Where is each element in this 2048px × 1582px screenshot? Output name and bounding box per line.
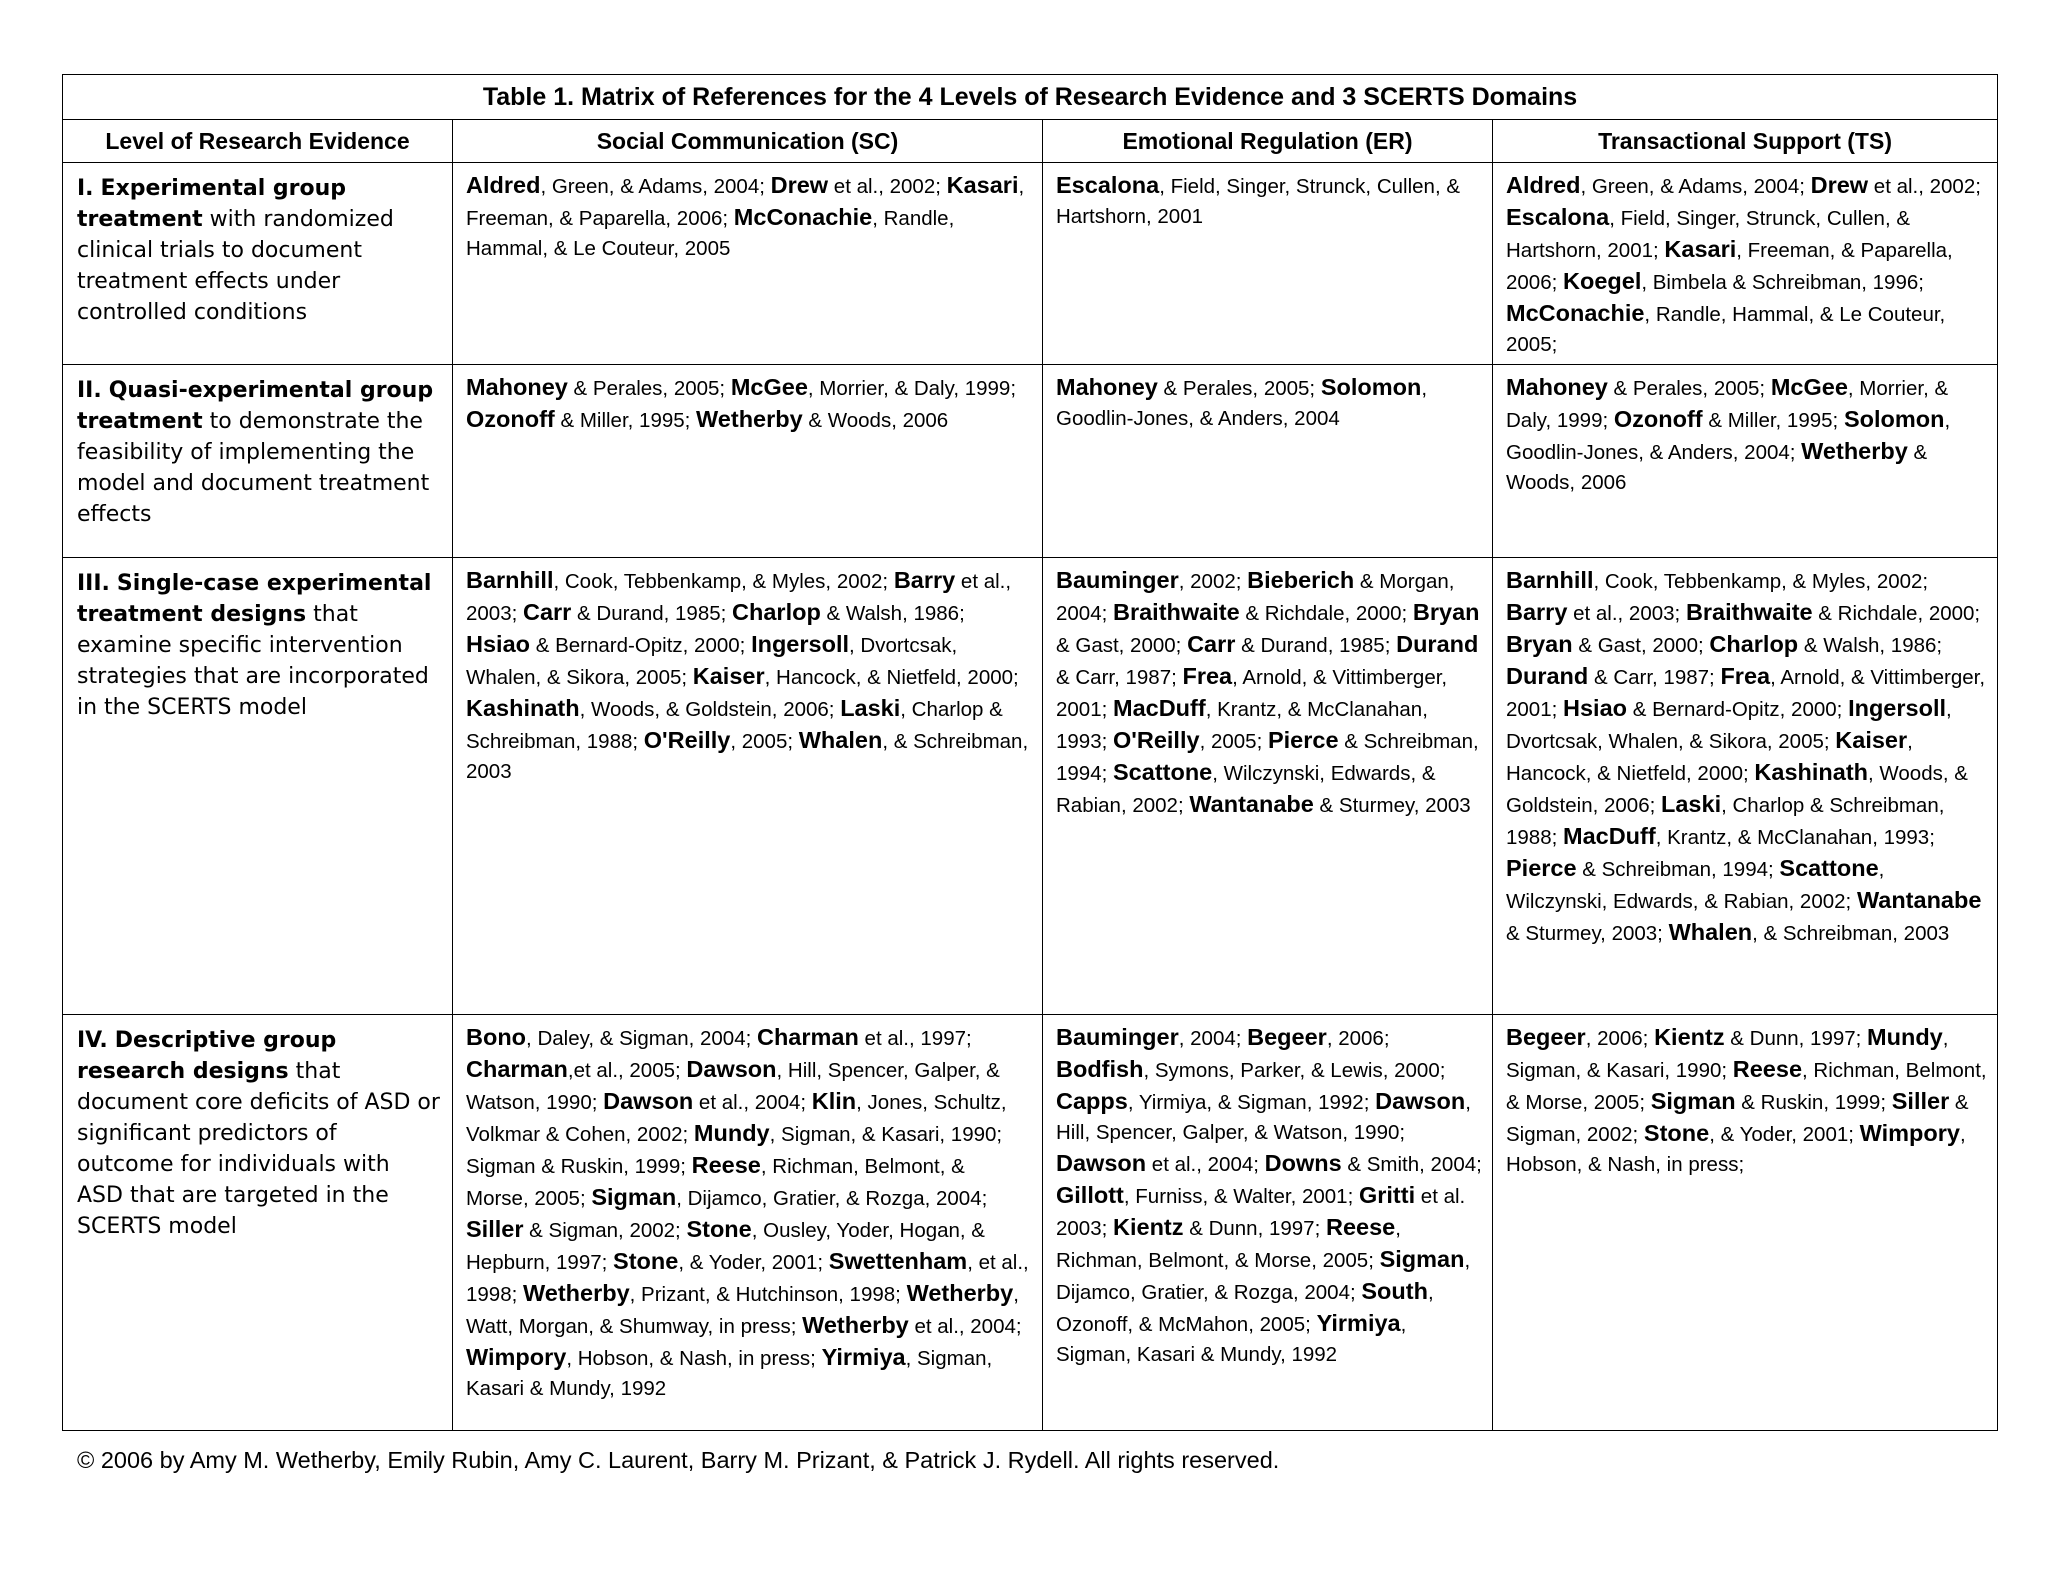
reference-detail: , Bimbela & Schreibman, 1996; xyxy=(1641,271,1924,294)
references-cell-er xyxy=(1043,163,1493,365)
reference-detail: , Green, & Adams, 2004; xyxy=(540,175,771,198)
level-numeral: I. xyxy=(77,176,94,201)
reference-author: Escalona xyxy=(1056,172,1160,198)
reference-detail: , Green, & Adams, 2004; xyxy=(1580,175,1811,198)
reference-detail: , Hill, Spencer, Galper, & Watson, 1990; xyxy=(466,1059,1000,1114)
reference-author: Laski xyxy=(1661,791,1722,817)
reference-detail: & Woods, 2006 xyxy=(1506,441,1928,494)
reference-detail: , Dvortcsak, Whalen, & Sikora, 2005; xyxy=(466,634,958,689)
reference-author: Yirmiya xyxy=(1316,1310,1401,1336)
level-title: Descriptive group research designs xyxy=(77,1028,337,1084)
reference-author: Dawson xyxy=(1056,1150,1147,1176)
level-description: to demonstrate the feasibility of implementing the model and document treatment effects xyxy=(77,409,430,527)
reference-author: Dawson xyxy=(1375,1088,1466,1114)
reference-author: Hsiao xyxy=(466,631,530,657)
reference-author: Kashinath xyxy=(1754,759,1869,785)
reference-detail: & Sigman, 2002; xyxy=(1506,1091,1969,1146)
reference-author: Escalona xyxy=(1506,204,1610,230)
reference-author: Stone xyxy=(686,1216,752,1242)
references-cell-sc xyxy=(453,163,1043,365)
reference-author: Durand xyxy=(1506,663,1589,689)
reference-author: Bono xyxy=(466,1024,527,1050)
level-description: with randomized clinical trials to document treatment effects under controlled conditions xyxy=(77,207,394,325)
reference-detail: , Wilczynski, Edwards, & Rabian, 2002; xyxy=(1056,762,1436,817)
reference-author: Braithwaite xyxy=(1685,599,1813,625)
reference-author: Reese xyxy=(1732,1056,1803,1082)
reference-author: McGee xyxy=(1770,374,1848,400)
reference-author: Wetherby xyxy=(1801,438,1908,464)
reference-detail: , Jones, Schultz, Volkmar & Cohen, 2002; xyxy=(466,1091,1007,1146)
level-numeral: II. xyxy=(77,378,102,403)
matrix-body xyxy=(63,163,1998,1431)
reference-detail: , 2002; xyxy=(1178,570,1248,593)
reference-detail: , Hancock, & Nietfeld, 2000; xyxy=(764,666,1019,689)
column-header-er: Emotional Regulation (ER) xyxy=(1043,120,1493,163)
level-cell xyxy=(63,163,453,365)
reference-author: Scattone xyxy=(1779,855,1879,881)
reference-author: Kaiser xyxy=(692,663,765,689)
reference-detail: & Sturmey, 2003 xyxy=(1313,794,1471,817)
reference-detail: , Sigman, Kasari & Mundy, 1992 xyxy=(1056,1313,1407,1366)
reference-author: Charlop xyxy=(1709,631,1799,657)
reference-detail: , Arnold, & Vittimberger, 2001; xyxy=(1056,666,1448,721)
reference-detail: , Randle, Hammal, & Le Couteur, 2005 xyxy=(466,207,955,260)
reference-author: Bauminger xyxy=(1056,567,1179,593)
reference-detail: , Daley, & Sigman, 2004; xyxy=(526,1027,757,1050)
reference-author: Carr xyxy=(523,599,572,625)
reference-detail: , Sigman, & Kasari, 1990; xyxy=(1506,1027,1949,1082)
reference-detail: & Miller, 1995; xyxy=(1702,409,1844,432)
reference-author: Koegel xyxy=(1563,268,1642,294)
reference-author: Aldred xyxy=(466,172,541,198)
reference-detail: ,et al., 2005; xyxy=(567,1059,687,1082)
reference-author: Siller xyxy=(1891,1088,1950,1114)
level-title: Single-case experimental treatment designs xyxy=(77,571,432,627)
reference-author: Reese xyxy=(691,1152,761,1178)
reference-author: Kientz xyxy=(1113,1214,1184,1240)
reference-detail: , Ozonoff, & McMahon, 2005; xyxy=(1056,1281,1434,1336)
reference-author: MacDuff xyxy=(1113,695,1206,721)
table-row xyxy=(63,558,1998,1015)
reference-author: Carr xyxy=(1187,631,1236,657)
level-numeral: IV. xyxy=(77,1028,108,1053)
reference-author: Kasari xyxy=(946,172,1019,198)
reference-author: Ozonoff xyxy=(466,406,555,432)
table-row xyxy=(63,163,1998,365)
reference-author: Pierce xyxy=(1267,727,1339,753)
level-numeral: III. xyxy=(77,571,110,596)
reference-author: Charman xyxy=(756,1024,859,1050)
reference-detail: & Bernard-Opitz, 2000; xyxy=(1627,698,1849,721)
reference-detail: & Gast, 2000; xyxy=(1056,634,1188,657)
reference-detail: , Furniss, & Walter, 2001; xyxy=(1123,1185,1359,1208)
reference-author: Wetherby xyxy=(906,1280,1014,1306)
reference-author: Begeer xyxy=(1506,1024,1586,1050)
reference-author: Mahoney xyxy=(1056,374,1158,400)
level-cell xyxy=(63,365,453,558)
reference-detail: et al., 2002; xyxy=(1868,175,1981,198)
references-cell-ts xyxy=(1493,365,1998,558)
reference-author: Stone xyxy=(1643,1120,1710,1146)
reference-author: Wantanabe xyxy=(1189,791,1314,817)
reference-detail: & Carr, 1987; xyxy=(1588,666,1721,689)
reference-author: Bauminger xyxy=(1056,1024,1179,1050)
reference-detail: , Dijamco, Gratier, & Rozga, 2004; xyxy=(676,1187,988,1210)
reference-author: Scattone xyxy=(1113,759,1213,785)
references-cell-er xyxy=(1043,558,1493,1015)
reference-detail: , & Yoder, 2001; xyxy=(1709,1123,1860,1146)
reference-detail: , et al., 1998; xyxy=(466,1251,1029,1306)
reference-author: Ingersoll xyxy=(1848,695,1946,721)
reference-detail: & Walsh, 1986; xyxy=(820,602,965,625)
level-title: Quasi-experimental group treatment xyxy=(77,378,434,434)
reference-author: Ingersoll xyxy=(751,631,849,657)
reference-detail: , Woods, & Goldstein, 2006; xyxy=(579,698,841,721)
reference-author: Aldred xyxy=(1506,172,1581,198)
reference-detail: , Krantz, & McClanahan, 1993; xyxy=(1655,826,1935,849)
level-cell xyxy=(63,558,453,1015)
reference-detail: , Hobson, & Nash, in press; xyxy=(1506,1123,1966,1176)
reference-detail: & Dunn, 1997; xyxy=(1724,1027,1868,1050)
reference-detail: , Randle, Hammal, & Le Couteur, 2005; xyxy=(1506,303,1946,356)
references-cell-sc xyxy=(453,365,1043,558)
reference-detail: , 2005; xyxy=(730,730,799,753)
reference-detail: & Perales, 2005; xyxy=(567,377,731,400)
references-cell-ts xyxy=(1493,163,1998,365)
table-row xyxy=(63,365,1998,558)
reference-detail: & Miller, 1995; xyxy=(554,409,697,432)
references-cell-ts xyxy=(1493,558,1998,1015)
reference-detail: , Woods, & Goldstein, 2006; xyxy=(1506,762,1968,817)
reference-author: Barry xyxy=(893,567,956,593)
reference-detail: & Schreibman, 1994; xyxy=(1576,858,1780,881)
references-cell-ts xyxy=(1493,1015,1998,1431)
reference-detail: , Freeman, & Paparella, 2006; xyxy=(466,175,1025,230)
reference-matrix-table xyxy=(62,74,1998,1431)
reference-author: Whalen xyxy=(798,727,883,753)
reference-detail: & Richdale, 2000; xyxy=(1812,602,1981,625)
reference-detail: , 2006; xyxy=(1326,1027,1390,1050)
reference-detail: , 2004; xyxy=(1178,1027,1248,1050)
reference-detail: , Cook, Tebbenkamp, & Myles, 2002; xyxy=(1593,570,1929,593)
reference-detail: , Hobson, & Nash, in press; xyxy=(566,1347,822,1370)
reference-author: Stone xyxy=(613,1248,679,1274)
reference-detail: et al., 2003; xyxy=(1567,602,1686,625)
reference-author: Mahoney xyxy=(1506,374,1608,400)
reference-detail: , Freeman, & Paparella, 2006; xyxy=(1506,239,1953,294)
reference-author: Kaiser xyxy=(1835,727,1908,753)
reference-detail: , & Schreibman, 2003 xyxy=(466,730,1029,783)
table-title: Table 1. Matrix of References for the 4 Levels of Research Evidence and 3 SCERTS Domains xyxy=(63,75,1998,120)
reference-author: O'Reilly xyxy=(643,727,731,753)
reference-author: McConachie xyxy=(1506,300,1645,326)
reference-detail: , Wilczynski, Edwards, & Rabian, 2002; xyxy=(1506,858,1885,913)
reference-detail: & Schreibman, 1994; xyxy=(1056,730,1479,785)
reference-author: Frea xyxy=(1720,663,1771,689)
reference-detail: , Krantz, & McClanahan, 1993; xyxy=(1056,698,1428,753)
reference-detail: , Goodlin-Jones, & Anders, 2004; xyxy=(1506,409,1951,464)
reference-detail: , Watt, Morgan, & Shumway, in press; xyxy=(466,1283,1019,1338)
reference-detail: , Richman, Belmont, & Morse, 2005; xyxy=(1056,1217,1401,1272)
reference-detail: , Field, Singer, Strunck, Cullen, & Hartshorn, 2001; xyxy=(1506,207,1911,262)
column-header-sc: Social Communication (SC) xyxy=(453,120,1043,163)
reference-author: Wetherby xyxy=(523,1280,630,1306)
references-cell-er xyxy=(1043,1015,1493,1431)
reference-author: MacDuff xyxy=(1563,823,1656,849)
reference-detail: , Prizant, & Hutchinson, 1998; xyxy=(629,1283,907,1306)
reference-author: Mundy xyxy=(693,1120,770,1146)
reference-author: Charlop xyxy=(732,599,821,625)
reference-author: O'Reilly xyxy=(1113,727,1200,753)
reference-author: Durand xyxy=(1396,631,1479,657)
reference-detail: & Dunn, 1997; xyxy=(1183,1217,1326,1240)
reference-detail: , Symons, Parker, & Lewis, 2000; xyxy=(1143,1059,1446,1082)
reference-author: Dawson xyxy=(603,1088,694,1114)
reference-author: Gritti xyxy=(1358,1182,1416,1208)
reference-author: Whalen xyxy=(1668,919,1753,945)
reference-author: Wetherby xyxy=(802,1312,909,1338)
reference-author: Barnhill xyxy=(1506,567,1594,593)
table-row xyxy=(63,1015,1998,1431)
reference-author: Ozonoff xyxy=(1613,406,1703,432)
reference-author: Downs xyxy=(1264,1150,1342,1176)
reference-detail: & Richdale, 2000; xyxy=(1239,602,1413,625)
reference-author: Begeer xyxy=(1247,1024,1327,1050)
reference-detail: et al., 2004; xyxy=(908,1315,1022,1338)
reference-detail: , Hill, Spencer, Galper, & Watson, 1990; xyxy=(1056,1091,1471,1144)
level-description: that document core deficits of ASD or significant predictors of outcome for individuals with ASD that are targeted in the SCERTS model xyxy=(77,1059,440,1239)
references-cell-sc xyxy=(453,558,1043,1015)
reference-detail: & Durand, 1985; xyxy=(571,602,733,625)
reference-author: Gillott xyxy=(1056,1182,1124,1208)
reference-author: Reese xyxy=(1325,1214,1396,1240)
reference-author: Solomon xyxy=(1843,406,1945,432)
reference-detail: , 2006; xyxy=(1585,1027,1655,1050)
reference-detail: , & Yoder, 2001; xyxy=(678,1251,829,1274)
column-header-level: Level of Research Evidence xyxy=(63,120,453,163)
reference-detail: , Ousley, Yoder, Hogan, & Hepburn, 1997; xyxy=(466,1219,985,1274)
reference-detail: & Ruskin, 1999; xyxy=(1735,1091,1892,1114)
reference-detail: , Sigman, Kasari & Mundy, 1992 xyxy=(466,1347,993,1400)
reference-author: Bodfish xyxy=(1056,1056,1144,1082)
reference-detail: & Carr, 1987; xyxy=(1056,666,1183,689)
reference-author: Bieberich xyxy=(1247,567,1355,593)
reference-author: Dawson xyxy=(686,1056,777,1082)
reference-detail: & Walsh, 1986; xyxy=(1798,634,1943,657)
reference-author: Bryan xyxy=(1506,631,1573,657)
reference-detail: , Goodlin-Jones, & Anders, 2004 xyxy=(1056,377,1428,430)
reference-author: Wantanabe xyxy=(1856,887,1982,913)
reference-author: Bryan xyxy=(1412,599,1480,625)
column-header-row xyxy=(63,120,1998,163)
reference-detail: , Morrier, & Daly, 1999; xyxy=(807,377,1017,400)
reference-author: Kientz xyxy=(1654,1024,1725,1050)
reference-author: Klin xyxy=(811,1088,857,1114)
reference-author: Sigman xyxy=(1650,1088,1736,1114)
reference-detail: , Arnold, & Vittimberger, 2001; xyxy=(1506,666,1986,721)
reference-author: South xyxy=(1361,1278,1428,1304)
reference-author: Siller xyxy=(466,1216,524,1242)
reference-author: Yirmiya xyxy=(821,1344,906,1370)
reference-detail: & Woods, 2006 xyxy=(802,409,949,432)
reference-detail: & Perales, 2005; xyxy=(1157,377,1321,400)
reference-detail: & Durand, 1985; xyxy=(1235,634,1397,657)
reference-detail: et al., 2004; xyxy=(693,1091,812,1114)
reference-author: Wimpory xyxy=(1859,1120,1960,1146)
reference-author: Kasari xyxy=(1664,236,1737,262)
reference-detail: , Dvortcsak, Whalen, & Sikora, 2005; xyxy=(1506,698,1952,753)
reference-detail: & Bernard-Opitz, 2000; xyxy=(530,634,752,657)
references-cell-er xyxy=(1043,365,1493,558)
reference-detail: , Dijamco, Gratier, & Rozga, 2004; xyxy=(1056,1249,1471,1304)
level-title: Experimental group treatment xyxy=(77,176,347,232)
reference-detail: , 2005; xyxy=(1199,730,1268,753)
reference-author: Hsiao xyxy=(1563,695,1627,721)
reference-author: McConachie xyxy=(733,204,873,230)
reference-author: Solomon xyxy=(1320,374,1422,400)
reference-detail: et al., 2003; xyxy=(466,570,1012,625)
reference-author: Braithwaite xyxy=(1113,599,1240,625)
reference-detail: , Charlop & Schreibman, 1988; xyxy=(1506,794,1945,849)
reference-detail: & Sturmey, 2003; xyxy=(1506,922,1669,945)
reference-author: Pierce xyxy=(1506,855,1577,881)
reference-author: Barry xyxy=(1506,599,1568,625)
reference-detail: , Morrier, & Daly, 1999; xyxy=(1506,377,1949,432)
title-row xyxy=(63,75,1998,120)
reference-author: Drew xyxy=(770,172,829,198)
reference-detail: & Gast, 2000; xyxy=(1572,634,1710,657)
reference-author: Sigman xyxy=(591,1184,677,1210)
reference-author: Mahoney xyxy=(466,374,568,400)
reference-author: Frea xyxy=(1182,663,1233,689)
column-header-ts: Transactional Support (TS) xyxy=(1493,120,1998,163)
reference-detail: , Cook, Tebbenkamp, & Myles, 2002; xyxy=(553,570,894,593)
reference-author: McGee xyxy=(730,374,808,400)
reference-author: Charman xyxy=(466,1056,568,1082)
reference-detail: & Perales, 2005; xyxy=(1607,377,1771,400)
reference-detail: et al., 1997; xyxy=(858,1027,972,1050)
level-description: that examine specific intervention strategies that are incorporated in the SCERTS model xyxy=(77,602,429,720)
reference-detail: , Richman, Belmont, & Morse, 2005; xyxy=(1506,1059,1987,1114)
level-cell xyxy=(63,1015,453,1431)
reference-detail: , Yirmiya, & Sigman, 1992; xyxy=(1127,1091,1376,1114)
reference-detail: et al., 2002; xyxy=(828,175,947,198)
reference-author: Swettenham xyxy=(828,1248,968,1274)
reference-author: Sigman xyxy=(1379,1246,1465,1272)
reference-detail: , Sigman, & Kasari, 1990; Sigman & Ruskin, 1999; xyxy=(466,1123,1003,1178)
reference-detail: , Hancock, & Nietfeld, 2000; xyxy=(1506,730,1913,785)
reference-detail: & Morgan, 2004; xyxy=(1056,570,1455,625)
reference-author: Capps xyxy=(1056,1088,1128,1114)
reference-detail: , & Schreibman, 2003 xyxy=(1752,922,1950,945)
reference-author: Drew xyxy=(1810,172,1869,198)
reference-author: Mundy xyxy=(1867,1024,1943,1050)
reference-author: Wimpory xyxy=(466,1344,567,1370)
reference-detail: , Charlop & Schreibman, 1988; xyxy=(466,698,1003,753)
reference-detail: & Sigman, 2002; xyxy=(523,1219,687,1242)
reference-detail: & Smith, 2004; xyxy=(1341,1153,1482,1176)
reference-detail: et al., 2004; xyxy=(1146,1153,1265,1176)
reference-detail: et al. 2003; xyxy=(1056,1185,1466,1240)
references-cell-sc xyxy=(453,1015,1043,1431)
reference-detail: , Field, Singer, Strunck, Cullen, & Hartshorn, 2001 xyxy=(1056,175,1461,228)
copyright-footer: © 2006 by Amy M. Wetherby, Emily Rubin, Amy C. Laurent, Barry M. Prizant, & Patrick J. Rydell. All rights reserved. xyxy=(77,1447,1280,1473)
reference-author: Kashinath xyxy=(466,695,580,721)
reference-author: Laski xyxy=(840,695,901,721)
reference-author: Wetherby xyxy=(696,406,803,432)
reference-detail: , Richman, Belmont, & Morse, 2005; xyxy=(466,1155,965,1210)
reference-author: Barnhill xyxy=(466,567,554,593)
